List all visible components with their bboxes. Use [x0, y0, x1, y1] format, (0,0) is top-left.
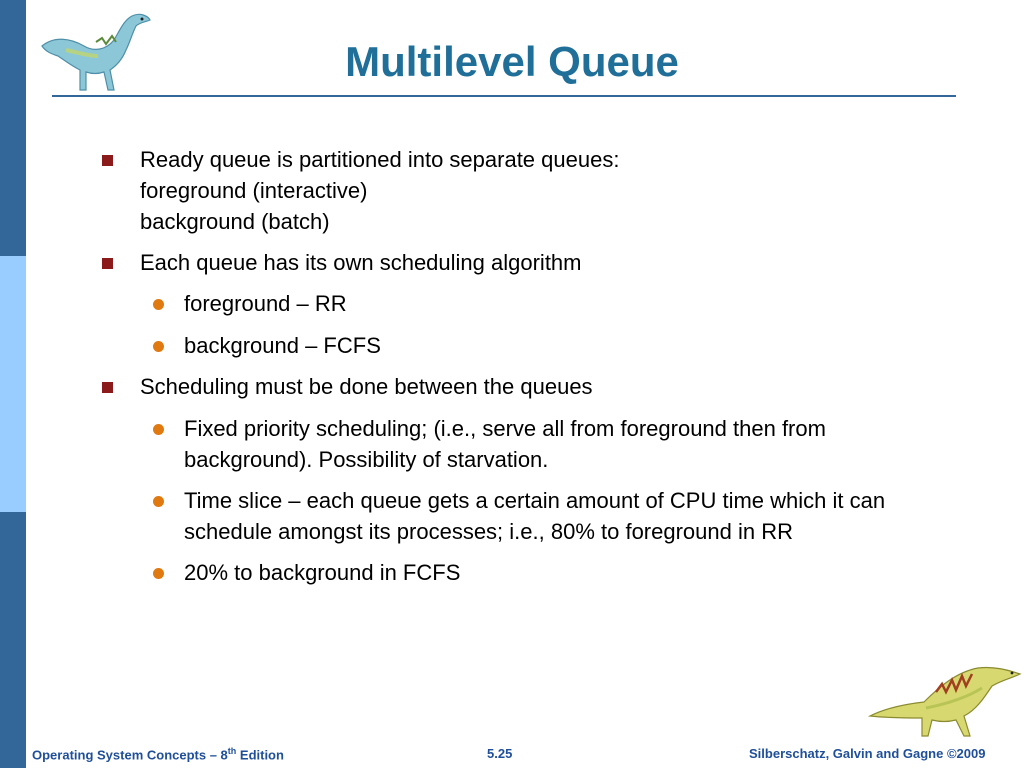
square-bullet-icon	[102, 382, 113, 393]
round-bullet-icon	[153, 299, 164, 310]
sub-bullet-text: 20% to background in FCFS	[184, 560, 461, 585]
sub-bullet-text: background – FCFS	[184, 333, 381, 358]
round-bullet-icon	[153, 424, 164, 435]
footer-page-number: 5.25	[487, 746, 513, 761]
bullet-continuation: foreground (interactive)	[140, 178, 368, 203]
sub-bullet-continuation: schedule amongst its processes; i.e., 80% to foreground in RR	[184, 519, 793, 544]
footer-left	[32, 746, 284, 762]
round-bullet-icon	[153, 341, 164, 352]
sub-bullet-text: foreground – RR	[184, 291, 347, 316]
sidebar-stripe-bottom	[0, 512, 26, 768]
footer-edition-sup: th	[227, 746, 237, 756]
footer-edition-suffix: Edition	[236, 747, 284, 763]
sidebar-stripe-middle	[0, 256, 26, 512]
footer-book-title: Operating System Concepts – 8	[32, 747, 228, 763]
round-bullet-icon	[153, 568, 164, 579]
square-bullet-icon	[102, 155, 113, 166]
slide-title: Multilevel Queue	[345, 38, 679, 85]
bullet-text: Each queue has its own scheduling algorithm	[140, 250, 582, 275]
bullet-text: Scheduling must be done between the queues	[140, 374, 593, 399]
dinosaur-logo-bottom-icon	[866, 658, 1024, 740]
sub-bullet-continuation: background). Possibility of starvation.	[184, 447, 549, 472]
bullet-continuation: background (batch)	[140, 209, 330, 234]
title-underline	[52, 95, 956, 97]
sub-bullet-text: Fixed priority scheduling; (i.e., serve all from foreground then from	[184, 416, 826, 441]
sub-bullet-text: Time slice – each queue gets a certain amount of CPU time which it can	[184, 488, 886, 513]
footer-authors: Silberschatz, Galvin and Gagne ©2009	[749, 746, 986, 761]
square-bullet-icon	[102, 258, 113, 269]
round-bullet-icon	[153, 496, 164, 507]
bullet-text: Ready queue is partitioned into separate queues:	[140, 147, 620, 172]
